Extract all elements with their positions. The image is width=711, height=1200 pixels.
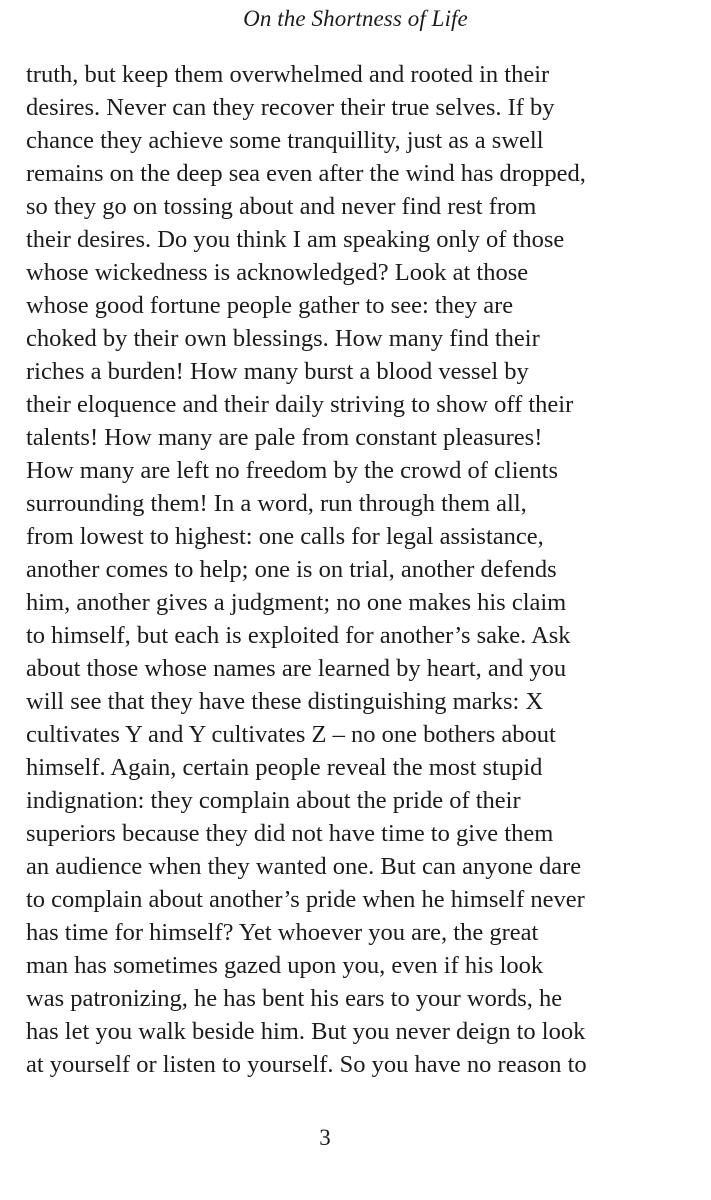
text-line: man has sometimes gazed upon you, even if his look [26, 952, 544, 979]
text-line: superiors because they did not have time to give them [26, 820, 554, 847]
text-line: desires. Never can they recover their true selves. If by [26, 94, 555, 121]
text-line: him, another gives a judgment; no one makes his claim [26, 589, 567, 616]
text-line: How many are left no freedom by the crowd of clients [26, 457, 559, 484]
text-line: cultivates Y and Y cultivates Z – no one bothers about [26, 721, 556, 748]
text-line: another comes to help; one is on trial, another defends [26, 556, 557, 583]
text-line: remains on the deep sea even after the wind has dropped, [26, 160, 586, 187]
running-head-title: On the Shortness of Life [243, 6, 468, 31]
text-line: whose good fortune people gather to see: they are [26, 292, 514, 319]
text-line: surrounding them! In a word, run through them all, [26, 490, 527, 517]
body-text [26, 58, 622, 1081]
text-line: indignation: they complain about the pride of their [26, 787, 521, 814]
text-line: their eloquence and their daily striving to show off their [26, 391, 574, 418]
text-line: has let you walk beside him. But you never deign to look [26, 1018, 586, 1045]
text-line: from lowest to highest: one calls for legal assistance, [26, 523, 544, 550]
text-line: has time for himself? Yet whoever you are, the great [26, 919, 539, 946]
page-number: 3 [319, 1125, 331, 1150]
text-line: truth, but keep them overwhelmed and rooted in their [26, 61, 550, 88]
text-line: riches a burden! How many burst a blood vessel by [26, 358, 529, 385]
text-line: an audience when they wanted one. But can anyone dare [26, 853, 582, 880]
text-line: so they go on tossing about and never find rest from [26, 193, 537, 220]
text-line: himself. Again, certain people reveal the most stupid [26, 754, 543, 781]
text-line: whose wickedness is acknowledged? Look at those [26, 259, 529, 286]
text-line: choked by their own blessings. How many find their [26, 325, 540, 352]
text-line: at yourself or listen to yourself. So you have no reason to [26, 1051, 587, 1078]
text-line: about those whose names are learned by heart, and you [26, 655, 567, 682]
text-line: to complain about another’s pride when he himself never [26, 886, 585, 913]
text-line: talents! How many are pale from constant pleasures! [26, 424, 543, 451]
text-line: chance they achieve some tranquillity, just as a swell [26, 127, 544, 154]
text-line: to himself, but each is exploited for another’s sake. Ask [26, 622, 571, 649]
text-line: their desires. Do you think I am speaking only of those [26, 226, 565, 253]
text-line: will see that they have these distinguishing marks: X [26, 688, 544, 715]
text-line: was patronizing, he has bent his ears to your words, he [26, 985, 563, 1012]
